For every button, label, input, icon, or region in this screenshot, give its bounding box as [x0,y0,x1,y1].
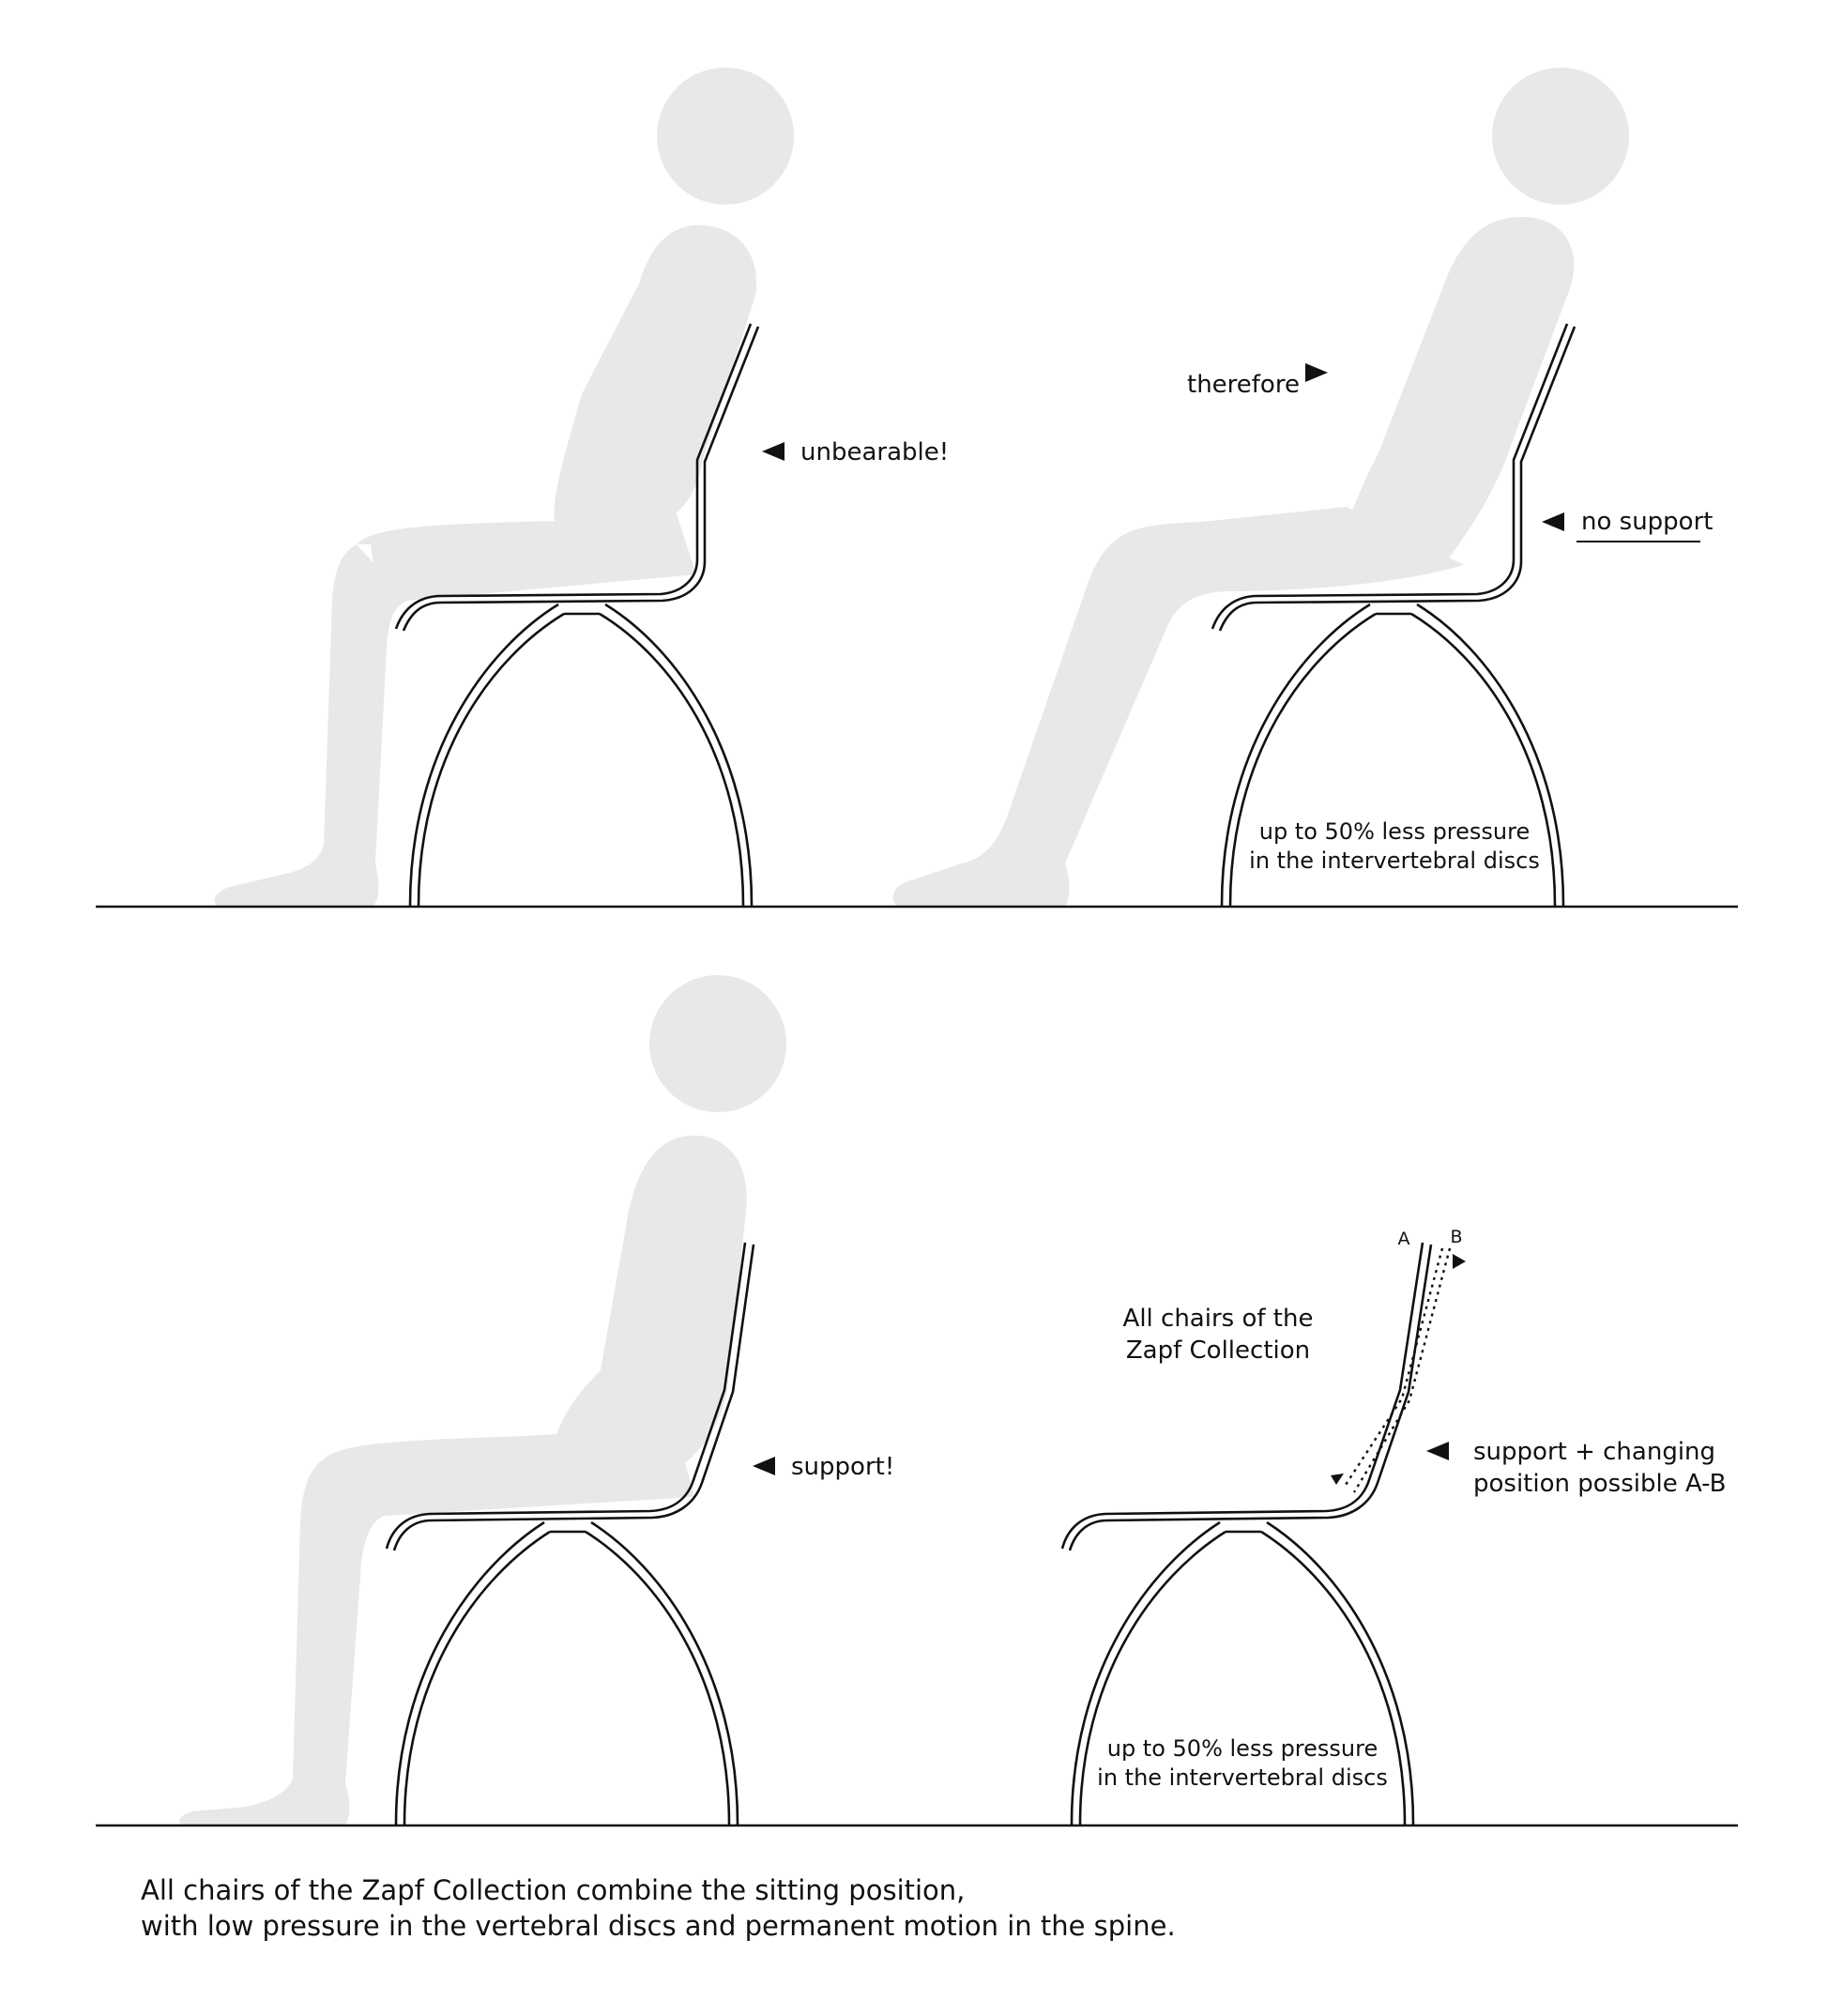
base-arch [396,1522,738,1825]
lower-leg [214,544,407,906]
caption-line1: All chairs of the Zapf Collection combine the sitting position, [141,1874,966,1906]
label-no-support: no support [1581,508,1714,536]
label-unbearable: unbearable! [800,438,950,466]
marker-a: A [1397,1229,1410,1249]
caption [141,1872,1548,1944]
pressure-note-line1: up to 50% less pressure [1258,818,1531,845]
label-therefore: therefore [1187,371,1300,399]
thigh [324,1427,694,1563]
backrest-position-a [1070,1245,1431,1550]
collection-note-line1: All chairs of the [1122,1305,1314,1333]
lower-leg [179,1459,385,1825]
backrest-position-b [1346,1248,1450,1492]
head [1492,68,1629,205]
arrow-left-icon [1426,1442,1449,1460]
person-figure-supported [179,975,786,1825]
pressure-note-line2: in the intervertebral discs [1097,1764,1388,1791]
base-arch [410,604,752,906]
lower-leg [893,540,1225,906]
arrow-left-icon [762,442,784,461]
person-figure-reclined [893,68,1629,906]
marker-b: B [1450,1227,1463,1247]
label-support: support! [791,1453,895,1481]
arrow-down-left-icon [1331,1474,1344,1485]
torso [555,225,757,526]
person-figure-upright [214,68,794,906]
arrow-left-icon [1542,512,1564,531]
support-note-line1: support + changing [1473,1438,1716,1466]
head [649,975,786,1112]
collection-note-line2: Zapf Collection [1125,1336,1311,1365]
panel-changing-position [1062,1227,1726,1825]
head [657,68,794,205]
support-note-line2: position possible A-B [1473,1470,1727,1498]
pressure-note-line1: up to 50% less pressure [1106,1735,1378,1762]
panel-unbearable [214,68,949,906]
panel-no-support [893,68,1714,906]
arrow-left-icon [753,1457,775,1475]
caption-line2: with low pressure in the vertebral discs and permanent motion in the spine. [141,1910,1176,1942]
arrow-up-right-icon [1453,1254,1466,1269]
panel-support [179,975,894,1825]
pressure-note-line2: in the intervertebral discs [1249,848,1540,874]
arrow-right-icon [1305,363,1328,382]
